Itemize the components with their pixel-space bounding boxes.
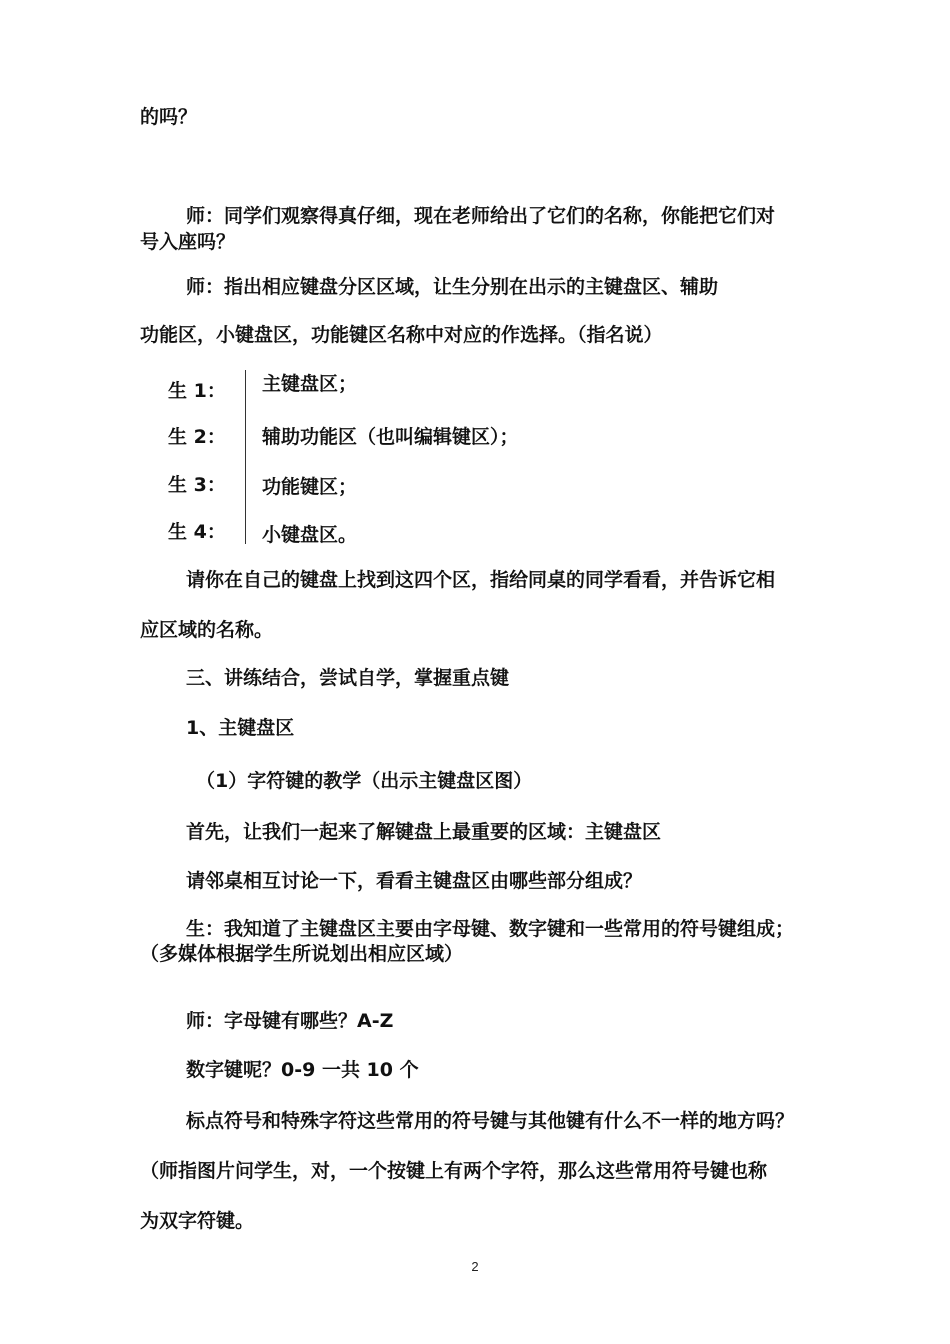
answer-divider: [245, 370, 246, 544]
page-number: 2: [471, 1259, 479, 1274]
section-heading: 三、讲练结合，尝试自学，掌握重点键: [186, 667, 510, 689]
text-line: 标点符号和特殊字符这些常用的符号键与其他键有什么不一样的地方吗？: [186, 1110, 795, 1132]
student-label: 生 3：: [168, 474, 226, 496]
text-line: 师：同学们观察得真仔细，现在老师给出了它们的名称，你能把它们对: [186, 205, 776, 227]
student-label: 生 2：: [168, 426, 226, 448]
text-line: 为双字符键。: [140, 1210, 255, 1232]
student-answer: 辅助功能区（也叫编辑键区）；: [262, 426, 519, 448]
text-line: 数字键呢？0-9 一共 10 个: [186, 1059, 419, 1081]
text-line: 师：字母键有哪些？A-Z: [186, 1010, 394, 1032]
student-answer: 主键盘区；: [262, 373, 358, 395]
subsection-heading: （1）字符键的教学（出示主键盘区图）: [196, 770, 533, 792]
text-line: 师：指出相应键盘分区区域，让生分别在出示的主键盘区、辅助: [186, 276, 719, 298]
student-answer: 小键盘区。: [262, 524, 358, 546]
text-line: 请你在自己的键盘上找到这四个区，指给同桌的同学看看，并告诉它相: [186, 569, 776, 591]
text-line: 应区域的名称。: [140, 619, 274, 641]
text-line: 请邻桌相互讨论一下，看看主键盘区由哪些部分组成？: [186, 870, 643, 892]
text-line: 的吗？: [140, 106, 198, 128]
subsection-heading: 1、主键盘区: [186, 717, 295, 739]
text-line: 首先，让我们一起来了解键盘上最重要的区域：主键盘区: [186, 821, 662, 843]
text-line: （师指图片问学生，对，一个按键上有两个字符，那么这些常用符号键也称: [140, 1160, 768, 1182]
text-line: （多媒体根据学生所说划出相应区域）: [140, 943, 464, 965]
student-label: 生 1：: [168, 380, 226, 402]
text-line: 功能区，小键盘区，功能键区名称中对应的作选择。（指名说）: [140, 324, 663, 346]
student-label: 生 4：: [168, 521, 226, 543]
text-line: 生：我知道了主键盘区主要由字母键、数字键和一些常用的符号键组成；: [186, 918, 795, 940]
student-answer: 功能键区；: [262, 476, 358, 498]
text-line: 号入座吗？: [140, 231, 236, 253]
